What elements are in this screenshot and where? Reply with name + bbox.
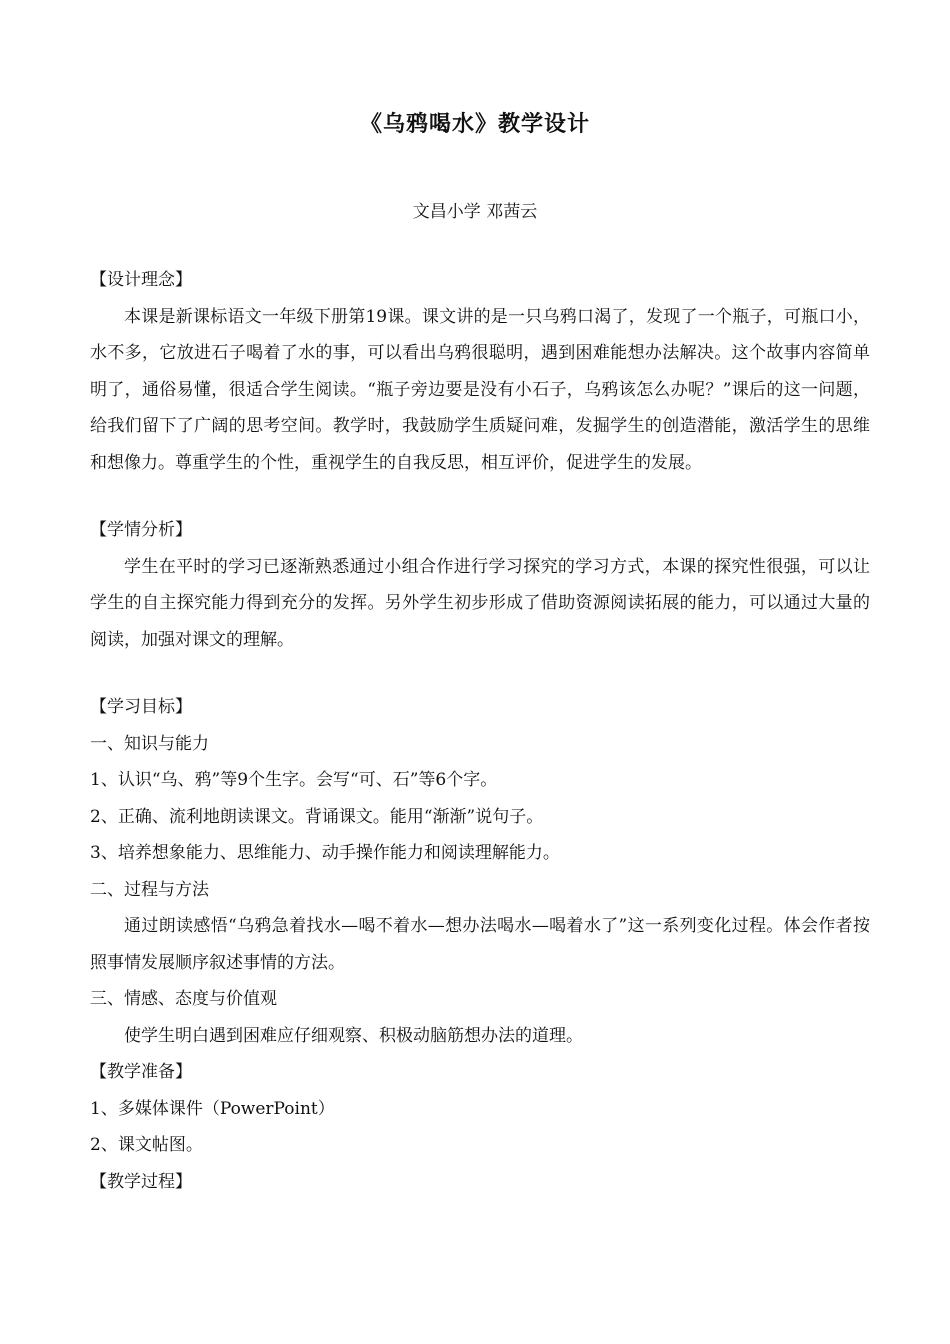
preparation-item-2: 2、课文帖图。 — [90, 1135, 203, 1155]
goals-part1-title: 一、知识与能力 — [90, 733, 209, 754]
goals-part3-text: 使学生明白遇到困难应仔细观察、积极动脑筋想办法的道理。 — [124, 1025, 583, 1046]
document-body — [90, 262, 870, 1200]
goals-item-1: 1、认识“乌、鸦”等9个生字。会写“可、石”等6个字。 — [90, 770, 498, 790]
author-line: 文昌小学 邓茜云 — [412, 202, 538, 222]
preparation-item-1: 1、多媒体课件（PowerPoint） — [90, 1098, 335, 1119]
goals-item-3: 3、培养想象能力、思维能力、动手操作能力和阅读理解能力。 — [90, 843, 560, 863]
analysis-paragraph: 学生在平时的学习已逐渐熟悉通过小组合作进行学习探究的学习方式，本课的探究性很强，可以让学生的自主探究能力得到充分的发挥。另外学生初步形成了借助资源阅读拓展的能力，可以通过大量的阅读，加强对课文的理解。 — [90, 556, 870, 650]
section-heading-concept: 【设计理念】 — [90, 270, 192, 290]
document-title: 《乌鸦喝水》教学设计 — [359, 112, 590, 137]
section-heading-process: 【教学过程】 — [90, 1171, 192, 1192]
goals-part3-title: 三、情感、态度与价值观 — [90, 989, 277, 1009]
spacer — [90, 658, 870, 689]
goals-item-2: 2、正确、流利地朗读课文。背诵课文。能用“渐渐”说句子。 — [90, 806, 544, 827]
section-heading-analysis: 【学情分析】 — [90, 520, 192, 540]
goals-part2-text: 通过朗读感悟“乌鸦急着找水—喝不着水—想办法喝水—喝着水了”这一系列变化过程。体会作者按照事情发展顺序叙述事情的方法。 — [90, 916, 870, 973]
goals-part2-title: 二、过程与方法 — [90, 879, 209, 900]
spacer — [90, 481, 870, 512]
section-heading-goals: 【学习目标】 — [90, 697, 192, 717]
section-heading-preparation: 【教学准备】 — [90, 1062, 192, 1082]
concept-paragraph: 本课是新课标语文一年级下册第19课。课文讲的是一只乌鸦口渴了，发现了一个瓶子，可瓶口小，水不多，它放进石子喝着了水的事，可以看出乌鸦很聪明，遇到困难能想办法解决。这个故事内容简单明了，通俗易懂，很适合学生阅读。“瓶子旁边要是没有小石子，乌鸦该怎么办呢？”课后的这一问题，给我们留下了广阔的思考空间。教学时，我鼓励学生质疑问难，发掘学生的创造潜能，激活学生的思维和想像力。尊重学生的个性，重视学生的自我反思，相互评价，促进学生的发展。 — [90, 306, 870, 473]
